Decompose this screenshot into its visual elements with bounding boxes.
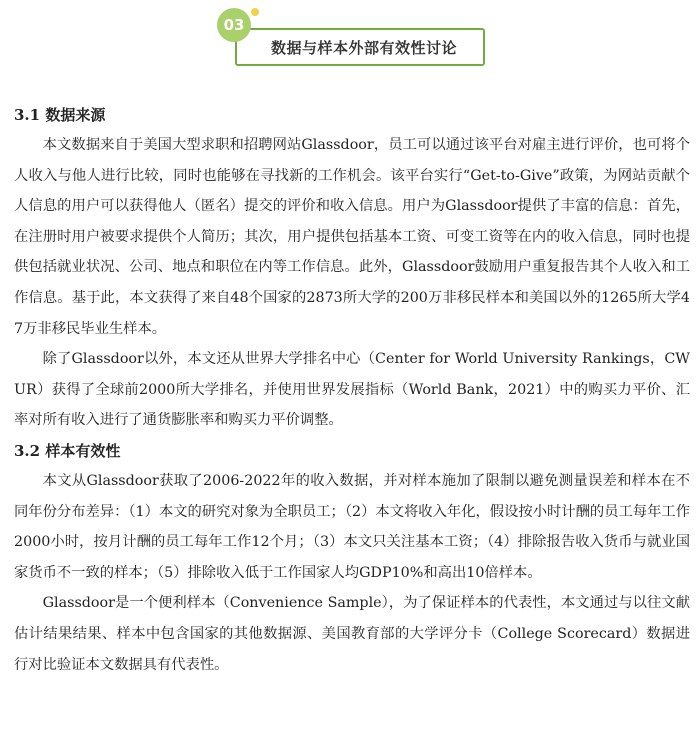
paragraph: Glassdoor是一个便利样本（Convenience Sample），为了保证样本的代表性，本文通过与以往文献估计结果结果、样本中包含国家的其他数据源、美国教育部的大学评分卡（College Scorecard）数据进行对比验证本文数据具有代表性。 (14, 595, 690, 673)
section-title: 数据与样本外部有效性讨论 (270, 38, 457, 57)
paragraph: 本文从Glassdoor获取了2006-2022年的收入数据，并对样本施加了限制以避免测量误差和样本在不同年份分布差异：（1）本文的研究对象为全职员工；（2）本文将收入年化，假设按小时计酬的员工每年工作2000小时，按月计酬的员工每年工作12个月；（3）本文只关注基本工资；（4）排除报告收入货币与就业国家货币不一致的样本；（5）排除收入低于工作国家人均GDP10%和高出10倍样本。 (14, 472, 690, 581)
section-number-badge: 03 (217, 8, 251, 42)
section-title-box (235, 28, 485, 66)
decorative-dot-icon (251, 8, 259, 16)
subsection-heading-data-source: 3.1 数据来源 (14, 106, 106, 124)
paragraph: 除了Glassdoor以外，本文还从世界大学排名中心（Center for World University Rankings，CWUR）获得了全球前2000所大学排名，并使用世界发展指标（World Bank，2021）中的购买力平价、汇率对所有收入进行了通货膨胀率和购买力平价调整。 (14, 351, 690, 429)
section-header-badge (217, 8, 489, 64)
subsection-heading-sample-validity: 3.2 样本有效性 (14, 441, 121, 460)
paragraph: 本文数据来自于美国大型求职和招聘网站Glassdoor，员工可以通过该平台对雇主进行评价，也可将个人收入与他人进行比较，同时也能够在寻找新的工作机会。该平台实行“Get-to-Give”政策，为网站贡献个人信息的用户可以获得他人（匿名）提交的评价和收入信息。用户为Glassdoor提供了丰富的信息：首先，在注册时用户被要求提供个人简历；其次，用户提供包括基本工资、可变工资等在内的收入信息，同时也提供包括就业状况、公司、地点和职位在内等工作信息。此外，Glassdoor鼓励用户重复报告其个人收入和工作信息。基于此，本文获得了来自48个国家的2873所大学的200万非移民样本和美国以外的1265所大学47万非移民毕业生样本。 (14, 137, 690, 337)
document-body (14, 100, 690, 680)
